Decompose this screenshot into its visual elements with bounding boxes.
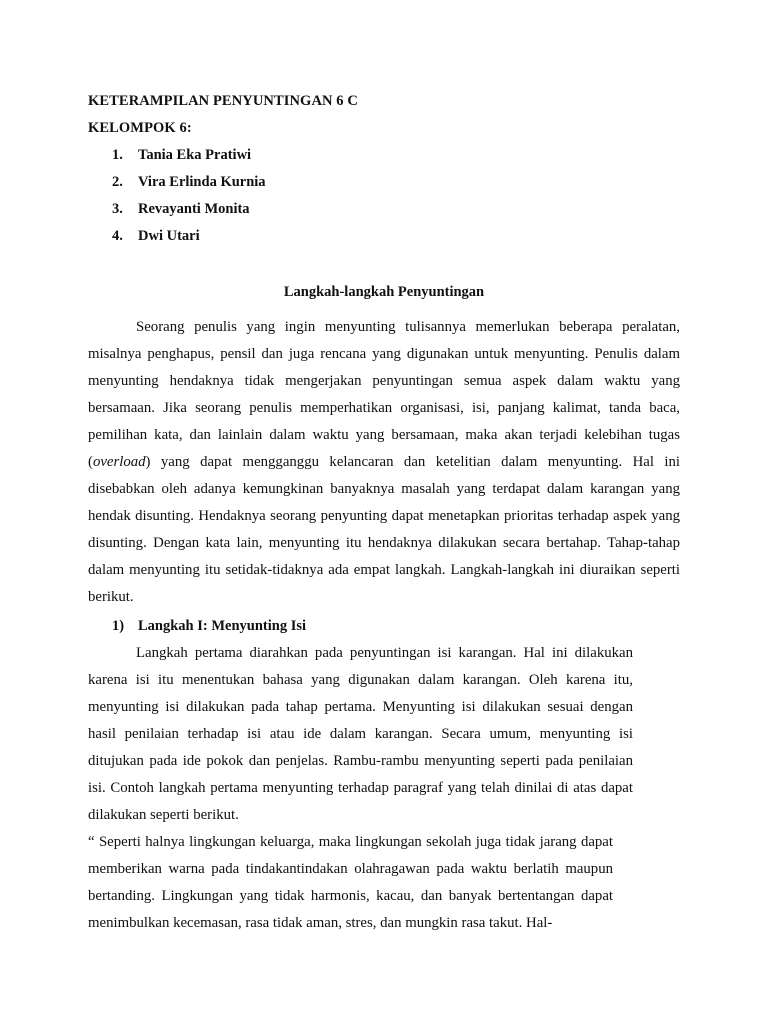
step-one-quote: “ Seperti halnya lingkungan keluarga, maka lingkungan sekolah juga tidak jarang dapat memberikan warna pada tindakantindakan olahragawan pada waktu berlatih maupun bertanding. Lingkungan yang tidak harmonis, kacau, dan banyak bertentangan dapat menimbulkan kecemasan, rasa tidak aman, stres, dan mungkin rasa takut. Hal-	[88, 834, 613, 931]
intro-paragraph-part-2: ) yang dapat mengganggu kelancaran dan ketelitian dalam menyunting. Hal ini disebabkan oleh adanya kemungkinan banyaknya masalah yang terdapat dalam karangan yang hendak disunting. Hendaknya seorang penyunting dapat menetapkan prioritas terhadap aspek yang disunting. Dengan kata lain, menyunting itu hendaknya dilakukan secara bertahap. Tahap-tahap dalam menyunting itu setidak-tidaknya ada empat langkah. Langkah-langkah ini diuraikan seperti berikut.	[88, 454, 680, 605]
list-item	[88, 169, 680, 196]
step-one-label: Langkah I: Menyunting Isi	[138, 618, 307, 634]
list-item-number: 3.	[112, 201, 123, 217]
group-member-list	[88, 142, 680, 250]
list-item-label: Revayanti Monita	[138, 201, 250, 217]
list-item	[88, 196, 680, 223]
list-item-number: 4.	[112, 228, 123, 244]
italic-term-overload: overload	[92, 454, 146, 470]
intro-paragraph	[88, 314, 680, 611]
step-one-paragraph: Langkah pertama diarahkan pada penyuntingan isi karangan. Hal ini dilakukan karena isi itu menentukan bahasa yang digunakan dalam karangan. Oleh karena itu, menyunting isi dilakukan pada tahap pertama. Menyunting isi dilakukan sesuai dengan hasil penilaian terhadap isi atau ide dalam karangan. Secara umum, menyunting isi ditujukan pada ide pokok dan penjelas. Rambu-rambu menyunting seperti pada penilaian isi. Contoh langkah pertama menyunting terhadap paragraf yang telah dinilai di atas dapat dilakukan seperti berikut.	[88, 645, 633, 823]
list-item	[88, 142, 680, 169]
document-body	[88, 88, 680, 937]
group-label: KELOMPOK 6:	[88, 120, 192, 136]
list-item-label: Tania Eka Pratiwi	[138, 147, 252, 163]
list-item-number: 2.	[112, 174, 123, 190]
course-title: KETERAMPILAN PENYUNTINGAN 6 C	[88, 93, 358, 109]
list-item-number: 1.	[112, 147, 123, 163]
list-item-label: Vira Erlinda Kurnia	[138, 174, 266, 190]
step-one-number: 1)	[112, 618, 125, 634]
list-item-label: Dwi Utari	[138, 228, 200, 244]
intro-paragraph-part-1: Seorang penulis yang ingin menyunting tulisannya memerlukan beberapa peralatan, misalnya penghapus, pensil dan juga rencana yang digunakan untuk menyunting. Penulis dalam menyunting hendaknya tidak mengerjakan penyuntingan semua aspek dalam waktu yang bersamaan. Jika seorang penulis memperhatikan organisasi, isi, panjang kalimat, tanda baca, pemilihan kata, dan lainlain dalam waktu yang bersamaan, maka akan terjadi kelebihan tugas (	[88, 319, 680, 470]
page-title: Langkah-langkah Penyuntingan	[283, 284, 485, 300]
step-one-heading	[88, 613, 680, 640]
list-item	[88, 223, 680, 250]
